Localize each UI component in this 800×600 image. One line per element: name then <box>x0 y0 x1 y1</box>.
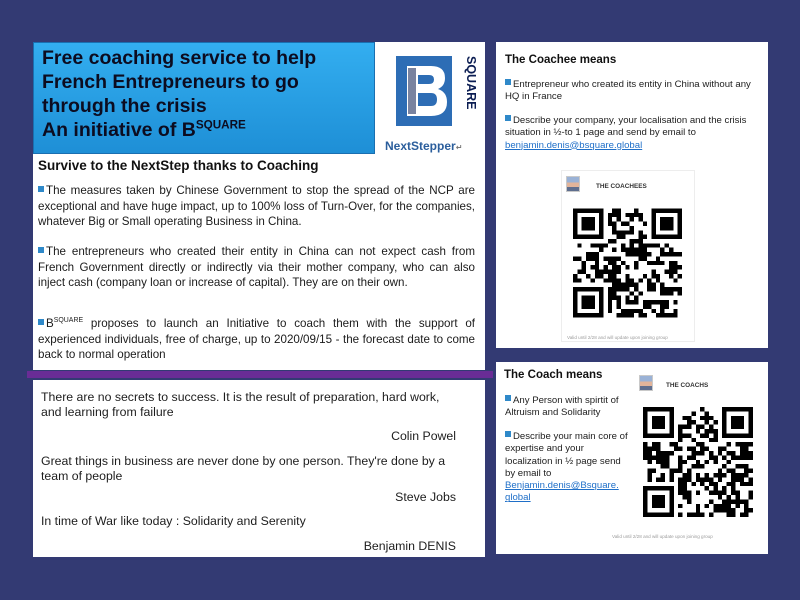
coachee-description-2-text: Describe your company, your localisation and the crisis situation in ½-to 1 page and send by email to <box>505 115 747 139</box>
title-line-3: through the crisis <box>42 95 207 117</box>
coachees-qr-code-icon[interactable] <box>573 208 682 318</box>
bullet-icon <box>505 431 511 437</box>
logo-label <box>385 139 462 153</box>
title-banner <box>33 42 375 154</box>
paragraph-1-text: The measures taken by Chinese Government to stop the spread of the NCP are exceptional and have huge impact, up to 100% loss of Turn-Over, for the companies, whatever Big or Small operating Business in China. <box>38 184 475 228</box>
bullet-icon <box>38 319 44 325</box>
qr-finder-pattern <box>573 209 604 240</box>
bullet-icon <box>505 395 511 401</box>
paragraph-3 <box>38 316 475 363</box>
logo-vertical-text: SQUARE <box>464 56 478 110</box>
coach-qr-label: THE COACHS <box>666 382 709 389</box>
coach-heading: The Coach means <box>504 369 603 381</box>
quote-text: In time of War like today : Solidarity and Serenity <box>41 514 306 528</box>
coachee-description-1 <box>505 79 761 104</box>
coachee-heading: The Coachee means <box>505 54 617 66</box>
title-line-2: French Entrepreneurs to go <box>42 71 299 93</box>
coach-description-2 <box>505 431 633 505</box>
coach-email-line-1: Benjamin.denis@Bsquare. <box>505 480 619 492</box>
coachee-qr-label: THE COACHEES <box>596 183 647 190</box>
coach-qr-footnote: Valid until 2/28 and will update upon joining group <box>612 534 713 539</box>
bullet-icon <box>38 247 44 253</box>
qr-finder-pattern <box>722 407 753 438</box>
coach-description-1-text: Any Person with spirtit of Altruism and Solidarity <box>505 395 619 419</box>
coach-description-2-text: Describe your main core of expertise and your localization in ½ page send by email to <box>505 431 628 479</box>
coachee-qr-footnote: Valid until 2/28 and will update upon joining group <box>567 335 668 340</box>
quote-author: Benjamin DENIS <box>363 539 456 553</box>
paragraph-2-text: The entrepreneurs who created their entity in China can not expect cash from French Government directly or indirectly via their mother company, who can also inject cash (company loan or increase of capital). They are on their own. <box>38 245 475 289</box>
bullet-icon <box>505 79 511 85</box>
coach-email-line-2: global <box>505 492 531 504</box>
coach-description-1 <box>505 395 633 420</box>
bullet-icon <box>505 115 511 121</box>
paragraph-3-prefix: B <box>46 317 54 330</box>
coachee-description-2 <box>505 115 761 152</box>
title-line-4 <box>42 118 366 142</box>
coachee-email-link[interactable]: benjamin.denis@bsquare.global <box>505 139 643 151</box>
main-heading: Survive to the NextStep thanks to Coaching <box>38 158 319 173</box>
qr-finder-pattern <box>573 287 604 318</box>
logo-label-mark: ↵ <box>455 143 463 152</box>
quote-author: Colin Powel <box>391 429 456 443</box>
coachee-description-1-text: Entrepreneur who created its entity in China without any HQ in France <box>505 79 751 103</box>
paragraph-2 <box>38 244 475 291</box>
quote-text: Great things in business are never done by one person. They're done by a team of people <box>41 454 446 483</box>
logo-label-text: NextStepper <box>385 139 456 153</box>
title-line-4-sup: SQUARE <box>195 118 246 132</box>
title-line-1: Free coaching service to help <box>42 47 317 69</box>
paragraph-3-sup: SQUARE <box>53 317 84 325</box>
title-line-4-text: An initiative of B <box>42 119 196 141</box>
coach-email-link[interactable] <box>505 480 619 503</box>
paragraph-1 <box>38 183 475 230</box>
quote-author: Steve Jobs <box>395 490 456 504</box>
qr-finder-pattern <box>651 209 682 240</box>
qr-finder-pattern <box>643 407 674 438</box>
group-avatar-icon <box>566 176 580 192</box>
group-avatar-icon <box>639 375 653 391</box>
divider <box>27 371 493 378</box>
paragraph-3-text: proposes to launch an Initiative to coach them with the support of experienced individuals, free of charge, up to 2020/09/15 - the forecast date to come back to normal operation <box>38 317 475 361</box>
qr-finder-pattern <box>643 486 674 517</box>
quote-text: There are no secrets to success. It is the result of preparation, hard work, and learning from failure <box>41 390 440 419</box>
coachs-qr-code-icon[interactable] <box>643 407 753 517</box>
bullet-icon <box>38 186 44 192</box>
